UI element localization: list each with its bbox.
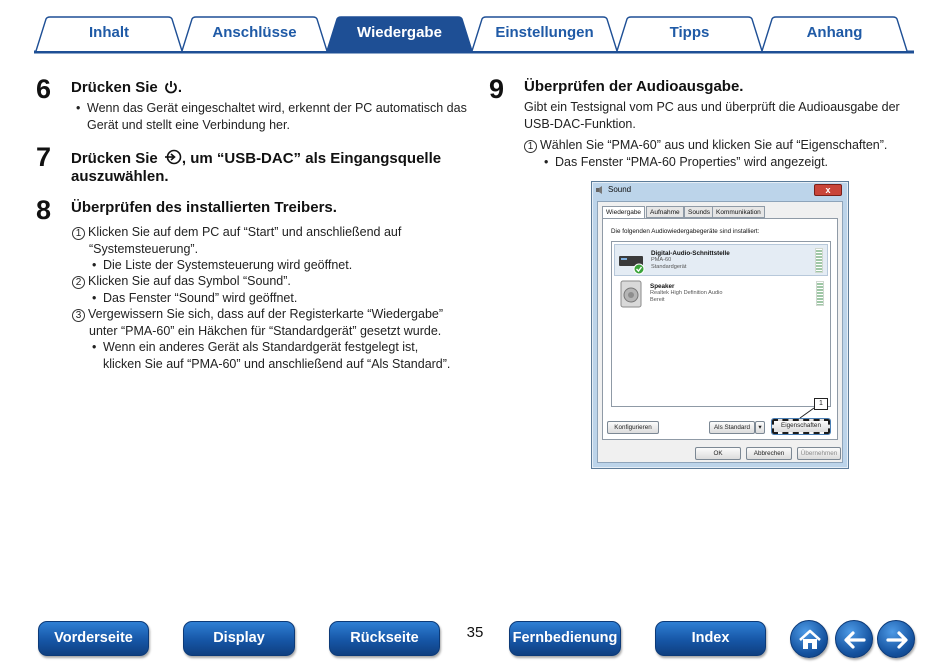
nav-index-button[interactable]: Index — [655, 621, 766, 656]
dialog-tab-aufnahme[interactable]: Aufnahme — [646, 206, 684, 218]
forward-arrow-icon — [878, 621, 916, 659]
item-text: Vergewissern Sie sich, dass auf der Registerkarte “Wiedergabe” — [88, 307, 444, 321]
device-name: Digital-Audio-Schnittstelle — [651, 250, 730, 257]
level-meter — [816, 281, 824, 306]
item-text: Wählen Sie “PMA-60” aus und klicken Sie auf “Eigenschaften”. — [540, 138, 888, 152]
usb-dac-device-icon — [617, 246, 649, 276]
ok-button[interactable]: OK — [695, 447, 741, 460]
step-title: Überprüfen der Audioausgabe. — [524, 78, 744, 95]
dialog-tab-sounds[interactable]: Sounds — [684, 206, 714, 218]
page-number: 35 — [466, 624, 484, 641]
step-number: 9 — [489, 74, 505, 104]
bullet-line: klicken Sie auf “PMA-60” und anschließend auf “Als Standard”. — [103, 356, 451, 371]
numbered-item — [72, 273, 472, 290]
intro-line: USB-DAC-Funktion. — [524, 116, 636, 131]
dialog-hint: Die folgenden Audiowiedergabegeräte sind installiert: — [611, 228, 760, 235]
nav-vorderseite-button[interactable]: Vorderseite — [38, 621, 149, 656]
step-title: Überprüfen des installierten Treibers. — [71, 199, 337, 216]
step-number: 8 — [36, 195, 52, 225]
nav-fernbedienung-button[interactable]: Fernbedienung — [509, 621, 621, 656]
step-number: 7 — [36, 142, 52, 172]
step-title-text: . — [177, 79, 183, 96]
numbered-item — [524, 137, 924, 154]
callout-marker: 1 — [814, 398, 828, 410]
nav-rueckseite-button[interactable]: Rückseite — [329, 621, 440, 656]
numbered-item — [72, 224, 472, 257]
forward-button[interactable] — [877, 620, 915, 658]
tab-inhalt[interactable]: Inhalt — [89, 24, 129, 41]
tab-anhang[interactable]: Anhang — [806, 24, 863, 41]
device-item[interactable] — [614, 244, 828, 276]
item-text: Klicken Sie auf dem PC auf “Start” und anschließend auf — [88, 225, 402, 239]
step-title-text: Drücken Sie — [71, 150, 158, 167]
top-tab-bar — [0, 0, 950, 56]
bullet-text: • Das Fenster “Sound” wird geöffnet. — [103, 290, 463, 307]
input-source-icon — [164, 149, 182, 165]
intro-text — [524, 99, 924, 132]
sound-app-icon — [595, 185, 605, 195]
set-default-dropdown[interactable]: ▾ — [755, 421, 765, 434]
bullet-text: • Das Fenster “PMA-60 Properties” wird angezeigt. — [555, 154, 915, 171]
apply-button[interactable]: Übernehmen — [797, 447, 841, 460]
item-text: “Systemsteuerung”. — [89, 241, 199, 256]
device-status: Bereit — [650, 297, 665, 303]
device-model: PMA-60 — [651, 257, 672, 263]
numbered-item — [72, 306, 472, 339]
close-button[interactable]: x — [814, 184, 842, 196]
home-button[interactable] — [790, 620, 828, 658]
intro-line: Gibt ein Testsignal vom PC aus und überprüft die Audioausgabe der — [524, 100, 900, 114]
item-marker: 1 — [524, 140, 537, 153]
tab-tipps[interactable]: Tipps — [669, 24, 710, 41]
callout-pointer — [796, 406, 816, 422]
sound-dialog-screenshot — [591, 181, 849, 469]
device-status: Standardgerät — [651, 264, 687, 270]
bullet-line: Wenn ein anderes Gerät als Standardgerät festgelegt ist, — [103, 340, 419, 354]
bullet-text: • Wenn das Gerät eingeschaltet wird, erkennt der PC automatisch das Gerät und stellt eine Verbindung her. — [87, 100, 467, 133]
step-number: 6 — [36, 74, 52, 104]
bullet-text — [103, 339, 473, 372]
level-meter — [815, 248, 823, 273]
tab-anschluesse[interactable]: Anschlüsse — [212, 24, 297, 41]
dialog-body — [597, 201, 843, 463]
device-item[interactable] — [614, 278, 828, 310]
cancel-button[interactable]: Abbrechen — [746, 447, 792, 460]
power-icon — [164, 80, 178, 94]
device-model: Realtek High Definition Audio — [650, 290, 723, 296]
device-list — [611, 241, 831, 407]
dialog-tab-kommunikation[interactable]: Kommunikation — [712, 206, 765, 218]
step-title — [71, 79, 182, 97]
nav-display-button[interactable]: Display — [183, 621, 295, 656]
step-title — [71, 149, 471, 186]
item-text: unter “PMA-60” ein Häkchen für “Standardgerät” gesetzt wurde. — [89, 323, 442, 338]
dialog-tab-wiedergabe[interactable]: Wiedergabe — [602, 206, 645, 219]
home-icon — [791, 621, 829, 659]
tab-einstellungen[interactable]: Einstellungen — [495, 24, 594, 41]
item-marker: 2 — [72, 276, 85, 289]
item-marker: 1 — [72, 227, 85, 240]
back-button[interactable] — [835, 620, 873, 658]
item-marker: 3 — [72, 309, 85, 322]
step-title-text: Drücken Sie — [71, 79, 158, 96]
configure-button[interactable]: Konfigurieren — [607, 421, 659, 434]
device-name: Speaker — [650, 283, 675, 290]
dialog-title: Sound — [608, 185, 632, 194]
bullet-text: • Die Liste der Systemsteuerung wird geöffnet. — [103, 257, 463, 274]
properties-button[interactable]: Eigenschaften — [772, 419, 830, 434]
step-title-text: auszuwählen. — [71, 168, 169, 185]
speaker-icon — [618, 279, 646, 309]
tab-wiedergabe[interactable]: Wiedergabe — [357, 24, 442, 41]
back-arrow-icon — [836, 621, 874, 659]
set-default-button[interactable]: Als Standard — [709, 421, 755, 434]
step-title-text: , um “USB-DAC” als Eingangsquelle — [181, 150, 442, 167]
item-text: Klicken Sie auf das Symbol “Sound”. — [88, 274, 291, 288]
